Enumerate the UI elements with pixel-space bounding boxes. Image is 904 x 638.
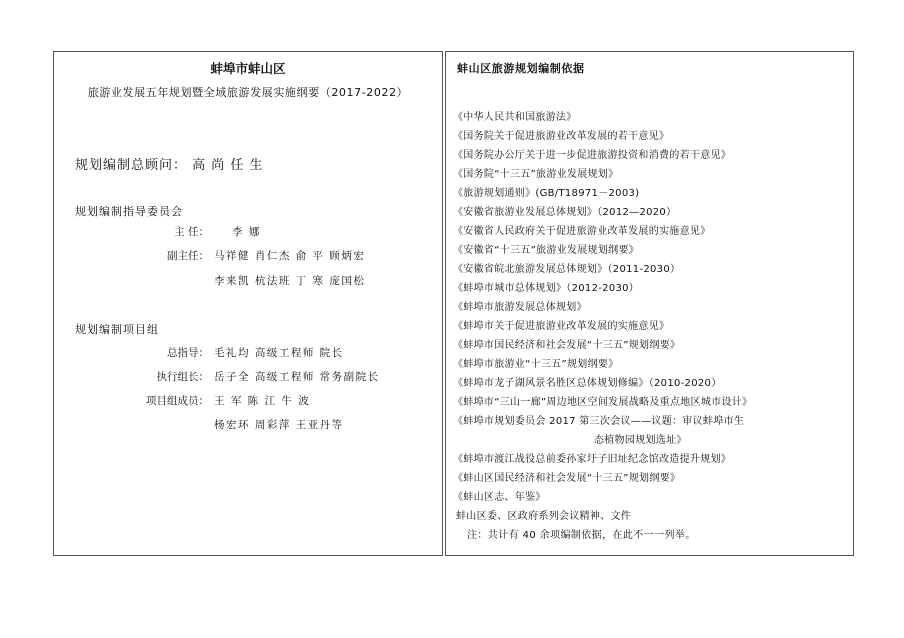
meetings-and-documents-line: 蚌山区委、区政府系列会议精神、文件 [456, 511, 632, 522]
left-panel [53, 51, 443, 556]
references-note: 注：共计有 40 余项编制依据，在此不一一列举。 [467, 530, 696, 541]
reference-item: 《蚌埠市规划委员会 2017 第三次会议——议题：审议蚌埠市生 [453, 416, 745, 427]
reference-item: 《蚌埠市旅游业“十三五”规划纲要》 [453, 359, 619, 370]
reference-item: 《旅游规划通则》(GB/T18971－2003) [453, 188, 640, 199]
reference-item: 《蚌埠市城市总体规划》（2012-2030） [453, 283, 640, 294]
reference-item: 《蚌埠市龙子湖风景名胜区总体规划修编》（2010-2020） [453, 378, 722, 389]
chief-consultant-line: 规划编制总顾问： 高 尚 任 生 [75, 158, 264, 173]
reference-item: 《蚌山区志、年鉴》 [453, 492, 546, 503]
reference-item-continuation: 态植物园规划选址》 [594, 435, 687, 446]
reference-item: 《安徽省皖北旅游发展总体规划》（2011-2030） [453, 264, 681, 275]
project-team-heading: 规划编制项目组 [75, 323, 159, 336]
reference-item: 《国务院关于促进旅游业改革发展的若干意见》 [453, 131, 670, 142]
reference-item: 《国务院“十三五”旅游业发展规划》 [453, 169, 619, 180]
reference-item: 《蚌埠市关于促进旅游业改革发展的实施意见》 [453, 321, 670, 332]
reference-item: 《安徽省“十三五”旅游业发展规划纲要》 [453, 245, 640, 256]
reference-item: 《安徽省旅游业发展总体规划》（2012—2020） [453, 207, 677, 218]
team-members-label: 项目组成员： [146, 395, 209, 407]
document-subtitle: 旅游业发展五年规划暨全域旅游发展实施纲要（2017-2022） [87, 86, 409, 99]
chief-director-label: 总指导： [167, 347, 209, 359]
director-names: 李 娜 [232, 226, 261, 238]
reference-item: 《中华人民共和国旅游法》 [453, 112, 577, 123]
reference-item: 《安徽省人民政府关于促进旅游业改革发展的实施意见》 [453, 226, 711, 237]
team-members-names-1: 王 军 陈 江 牛 波 [214, 395, 311, 407]
reference-item: 《国务院办公厅关于进一步促进旅游投资和消费的若干意见》 [453, 150, 732, 161]
reference-item: 《蚌埠市旅游发展总体规划》 [453, 302, 587, 313]
right-panel [445, 51, 854, 556]
reference-item: 《蚌山区国民经济和社会发展“十三五”规划纲要》 [453, 473, 681, 484]
team-members-names-2: 杨宏环 周彩萍 王亚丹等 [214, 419, 344, 431]
references-title: 蚌山区旅游规划编制依据 [457, 62, 585, 75]
deputy-director-label: 副主任： [167, 250, 209, 262]
document-title: 蚌埠市蚌山区 [210, 61, 286, 76]
reference-item: 《蚌埠市渡江战役总前委孙家圩子旧址纪念馆改造提升规划》 [453, 454, 732, 465]
executive-leader-label: 执行组长： [156, 371, 209, 383]
reference-item: 《蚌埠市“三山一廊”周边地区空间发展战略及重点地区城市设计》 [453, 397, 753, 408]
executive-leader-names: 岳子全 高级工程师 常务副院长 [214, 371, 380, 383]
steering-committee-heading: 规划编制指导委员会 [75, 205, 183, 218]
deputy-director-names-1: 马祥健 肖仁杰 俞 平 顾炳宏 [214, 250, 366, 262]
director-label: 主 任： [174, 226, 209, 238]
deputy-director-names-2: 李来凯 杭法班 丁 寒 庞国松 [214, 275, 366, 287]
chief-director-names: 毛礼均 高级工程师 院长 [214, 347, 344, 359]
reference-item: 《蚌埠市国民经济和社会发展“十三五”规划纲要》 [453, 340, 681, 351]
